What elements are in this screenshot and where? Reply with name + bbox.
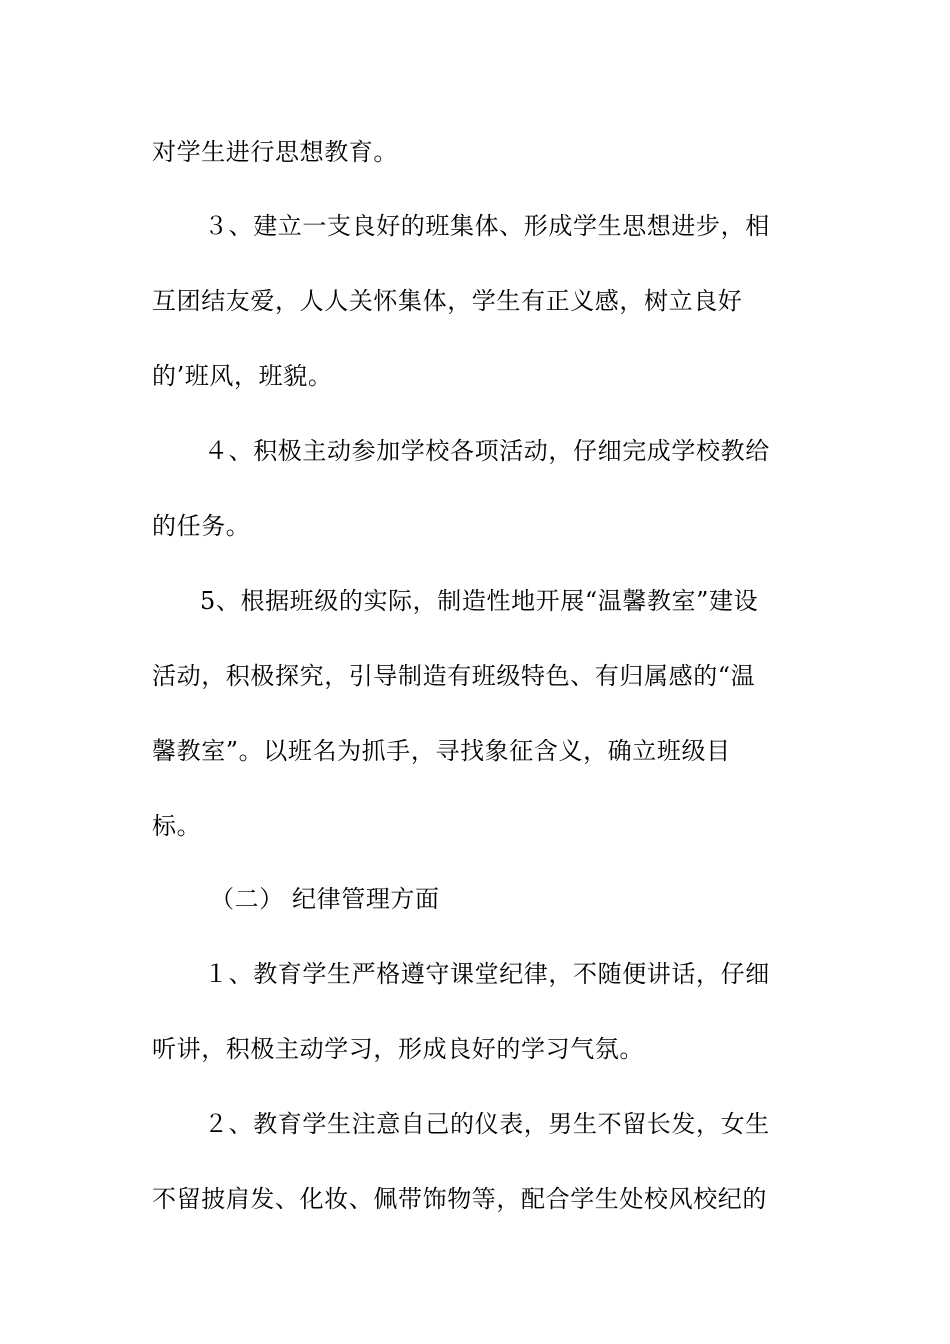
- text-line: ３、建立一支良好的班集体、形成学生思想进步，相: [204, 212, 770, 240]
- text-line: １、教育学生严格遵守课堂纪律，不随便讲话，仔细: [204, 960, 770, 988]
- text-line: 的任务。: [152, 512, 251, 540]
- text-line: 标。: [152, 812, 202, 840]
- text-line: 听讲，积极主动学习，形成良好的学习气氛。: [152, 1035, 644, 1063]
- text-line: 不留披肩发、化妆、佩带饰物等，配合学生处校风校纪的: [152, 1185, 767, 1213]
- section-heading: （二） 纪律管理方面: [210, 885, 440, 913]
- text-line: ２、教育学生注意自己的仪表，男生不留长发，女生: [204, 1110, 770, 1138]
- text-line: 的’班风，班貌。: [152, 362, 333, 390]
- text-line: 对学生进行思想教育。: [152, 138, 398, 166]
- text-line: 5、根据班级的实际，制造性地开展“温馨教室”建设: [200, 587, 759, 615]
- text-line: 活动，积极探究，引导制造有班级特色、有归属感的“温: [152, 662, 756, 690]
- text-line: 互团结友爱，人人关怀集体，学生有正义感，树立良好: [152, 287, 743, 315]
- text-line: 馨教室”。以班名为抓手，寻找象征含义，确立班级目: [152, 737, 731, 765]
- text-line: ４、积极主动参加学校各项活动，仔细完成学校教给: [204, 437, 770, 465]
